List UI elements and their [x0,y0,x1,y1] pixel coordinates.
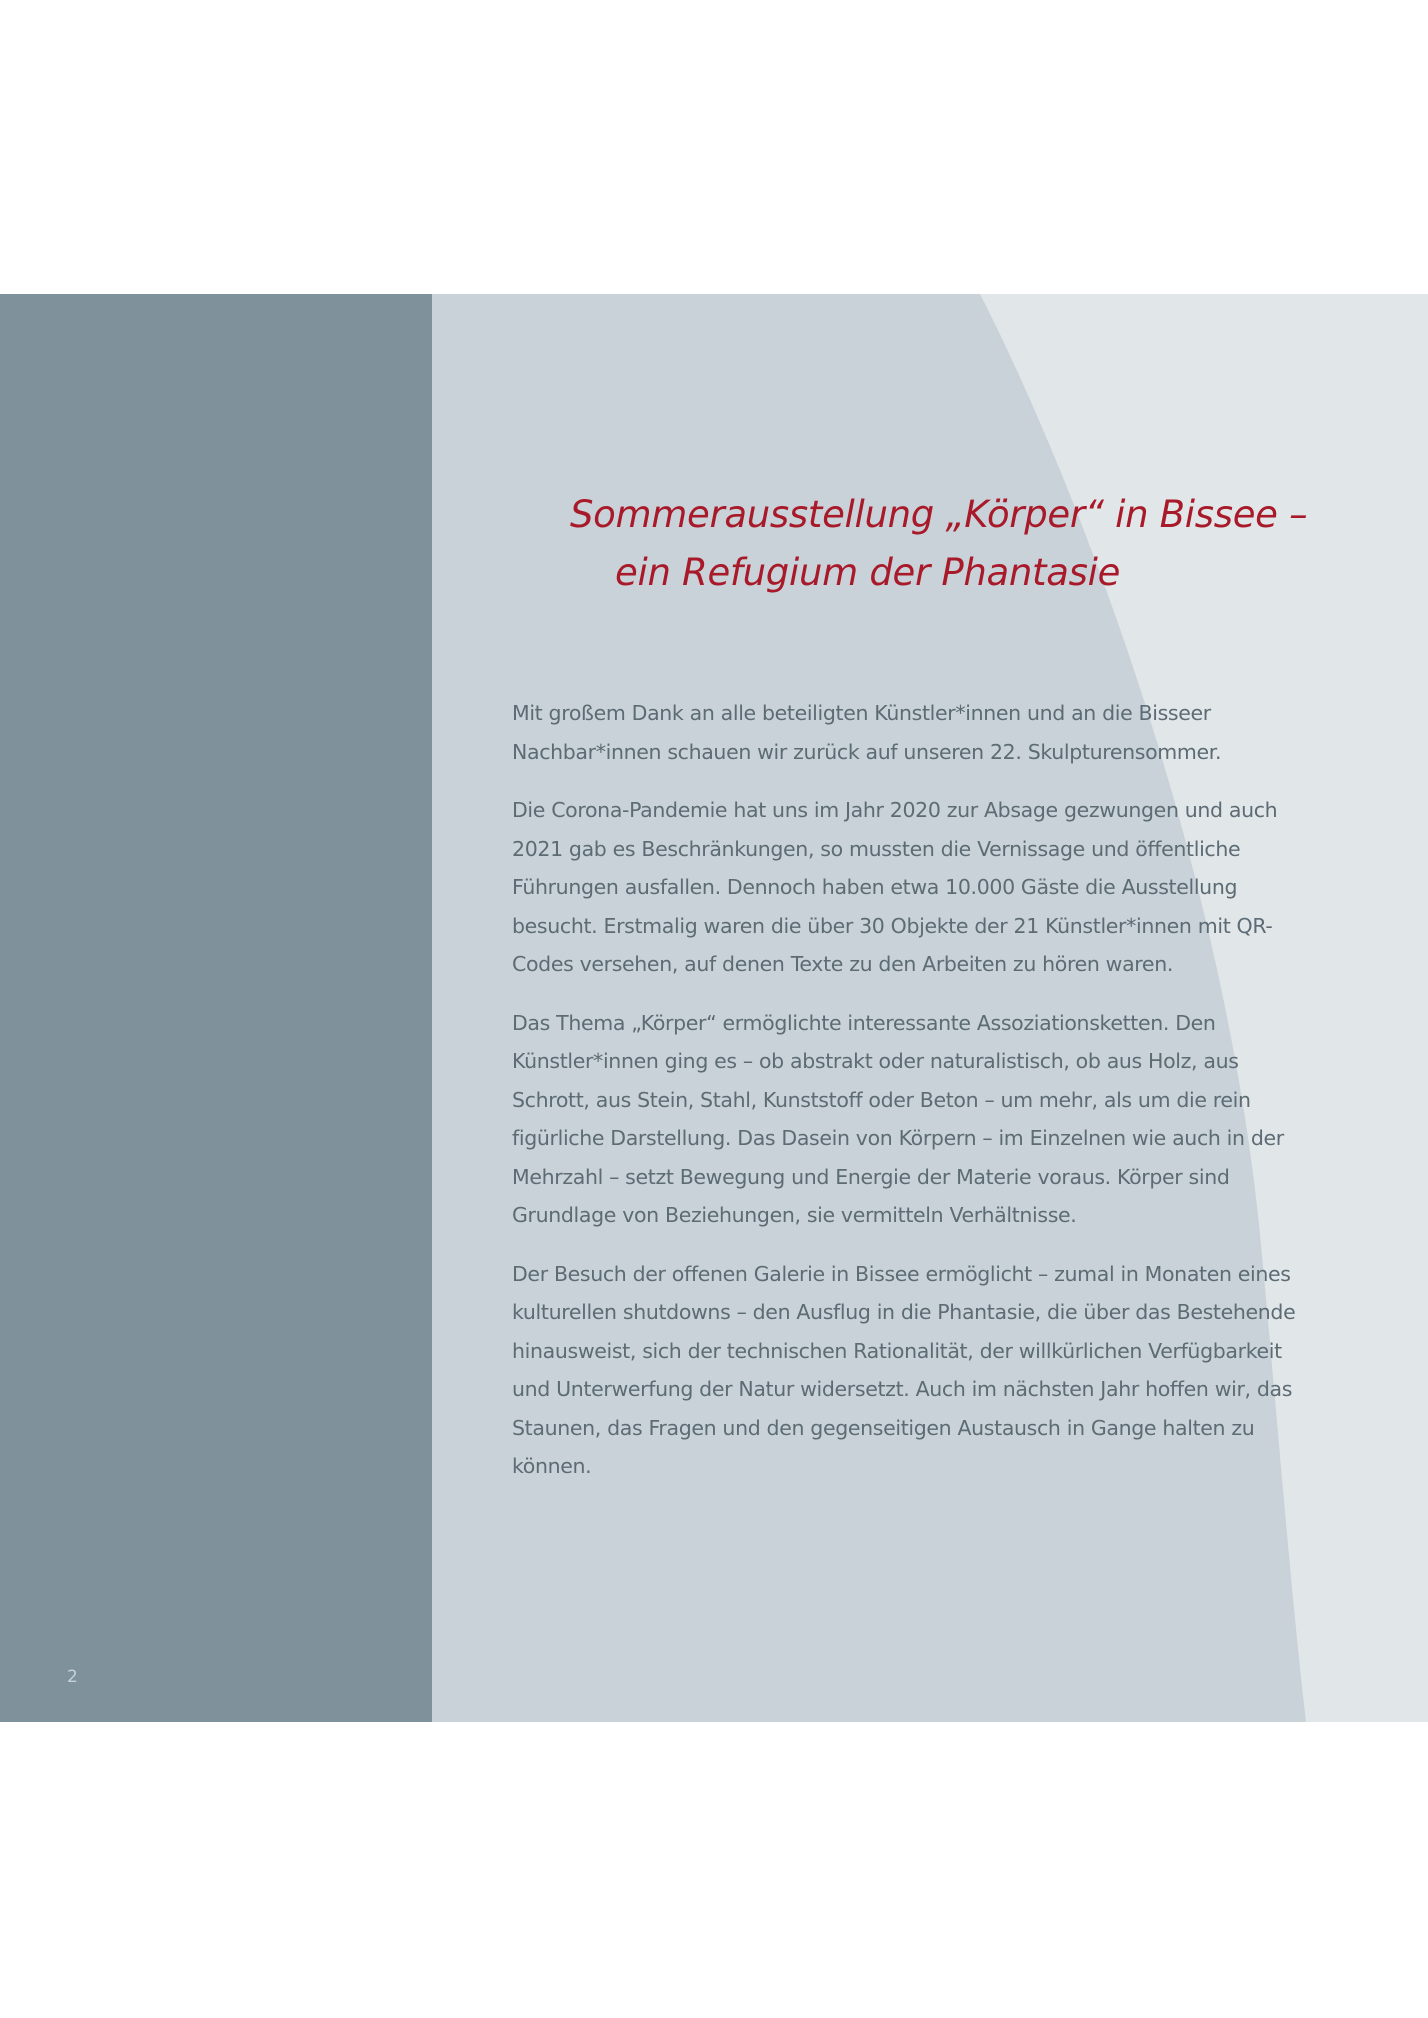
page-band [0,294,1428,1722]
page-title [570,486,1330,602]
title-line-1: Sommerausstellung „Körper“ in Bissee – [570,493,1308,536]
page-number: 2 [67,1667,78,1687]
paragraph: Der Besuch der offenen Galerie in Bissee ermöglicht – zumal in Monaten eines kulturellen shutdowns – den Ausflug in die Phantasie, die über das Bestehende hinausweist, sich der technischen Rationalität, der willkürlichen Verfügbarkeit und Unterwerfung der Natur widersetzt. Auch im nächsten Jahr hoffen wir, das Staunen, das Fragen und den gegenseitigen Austausch in Gange halten zu können. [512,1261,1296,1478]
left-color-panel [0,294,432,1722]
paragraph: Die Corona-Pandemie hat uns im Jahr 2020 zur Absage gezwungen und auch 2021 gab es Beschränkungen, so mussten die Vernissage und öffentliche Führungen ausfallen. Dennoch haben etwa 10.000 Gäste die Ausstellung besucht. Erstmalig waren die über 30 Objekte der 21 Künstler*innen mit QR-Codes versehen, auf denen Texte zu den Arbeiten zu hören waren. [512,798,1278,976]
paragraph: Das Thema „Körper“ ermöglichte interessante Assoziationsketten. Den Künstler*innen ging es – ob abstrakt oder naturalistisch, ob aus Holz, aus Schrott, aus Stein, Stahl, Kunststoff oder Beton – um mehr, als um die rein figürliche Darstellung. Das Dasein von Körpern – im Einzelnen wie auch in der Mehrzahl – setzt Bewegung und Energie der Materie voraus. Körper sind Grundlage von Beziehungen, sie vermitteln Verhältnisse. [512,1010,1284,1227]
paragraph: Mit großem Dank an alle beteiligten Künstler*innen und an die Bisseer Nachbar*innen schauen wir zurück auf unseren 22. Skulpturensommer. [512,701,1222,764]
body-text [512,694,1312,1506]
title-line-2: ein Refugium der Phantasie [615,551,1121,594]
